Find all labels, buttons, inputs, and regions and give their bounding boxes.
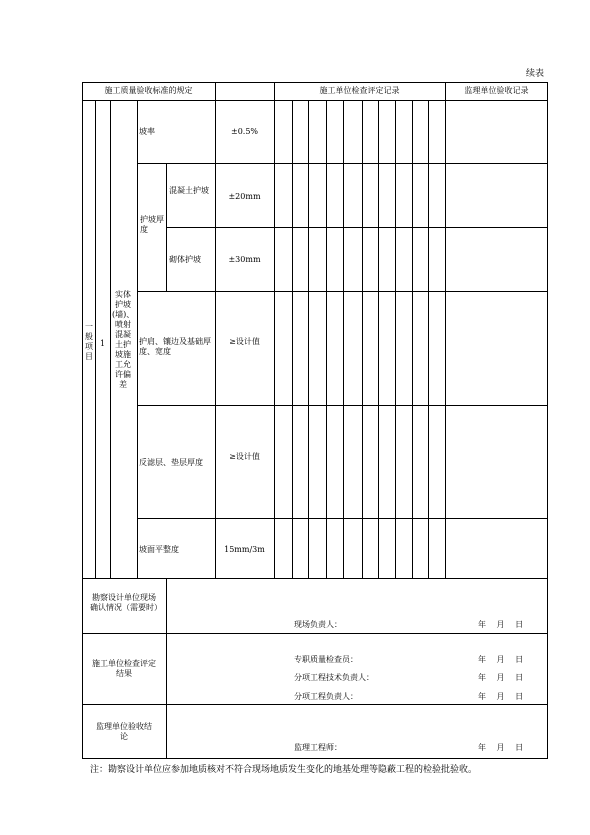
row-masonry-value: ±30mm bbox=[228, 255, 261, 264]
header-supervisor-check: 监理单位验收记录 bbox=[464, 86, 529, 95]
header-standard: 施工质量验收标准的规定 bbox=[104, 86, 193, 95]
supervisor-engineer: 监理工程师： bbox=[294, 743, 342, 752]
item-number: 1 bbox=[99, 339, 106, 348]
row-shoulder-label: 护肩、镶边及基础厚度、宽度 bbox=[139, 337, 211, 356]
row-flatness-value: 15mm/3m bbox=[224, 545, 265, 554]
inspection-form-table bbox=[82, 82, 548, 759]
row-shoulder-value: ≥设计值 bbox=[229, 337, 260, 346]
category-label: 一般项目 bbox=[85, 322, 93, 361]
supervisor-date: 年 月 日 bbox=[478, 743, 524, 752]
row-filter-label: 反滤层、垫层厚度 bbox=[139, 458, 203, 467]
thickness-label: 护坡厚度 bbox=[140, 215, 164, 234]
continued-label: 续表 bbox=[526, 69, 545, 79]
contractor-inspector: 专职质量检查员： bbox=[294, 655, 358, 664]
contractor-date-1: 年 月 日 bbox=[478, 655, 524, 664]
footnote: 注：勘察设计单位应参加地质核对不符合现场地质发生变化的地基处理等隐蔽工程的检验批验收。 bbox=[90, 765, 478, 775]
row-concrete-value: ±20mm bbox=[228, 192, 261, 201]
contractor-lead: 分项工程负责人： bbox=[294, 692, 358, 701]
contractor-tech-lead: 分项工程技术负责人： bbox=[294, 673, 374, 682]
contractor-date-3: 年 月 日 bbox=[478, 692, 524, 701]
supervisor-title: 监理单位验收结论 bbox=[96, 722, 152, 741]
survey-person: 现场负责人： bbox=[294, 620, 342, 629]
row-masonry-label: 砌体护坡 bbox=[169, 255, 201, 264]
row-slope-ratio-value: ±0.5% bbox=[230, 127, 259, 136]
contractor-date-2: 年 月 日 bbox=[478, 673, 524, 682]
row-concrete-label: 混凝土护坡 bbox=[169, 186, 209, 195]
row-flatness-label: 坡面平整度 bbox=[139, 545, 179, 554]
header-contractor-check: 施工单位检查评定记录 bbox=[319, 86, 400, 95]
survey-date: 年 月 日 bbox=[478, 620, 524, 629]
survey-title: 勘察设计单位现场确认情况（需要时） bbox=[90, 593, 162, 612]
group-label: 实体护坡(墙)、喷射混凝土护坡施工允许偏差 bbox=[112, 290, 135, 389]
row-slope-ratio-label: 坡率 bbox=[139, 127, 155, 136]
row-filter-value: ≥设计值 bbox=[229, 452, 260, 461]
contractor-title: 施工单位检查评定结果 bbox=[92, 659, 156, 678]
